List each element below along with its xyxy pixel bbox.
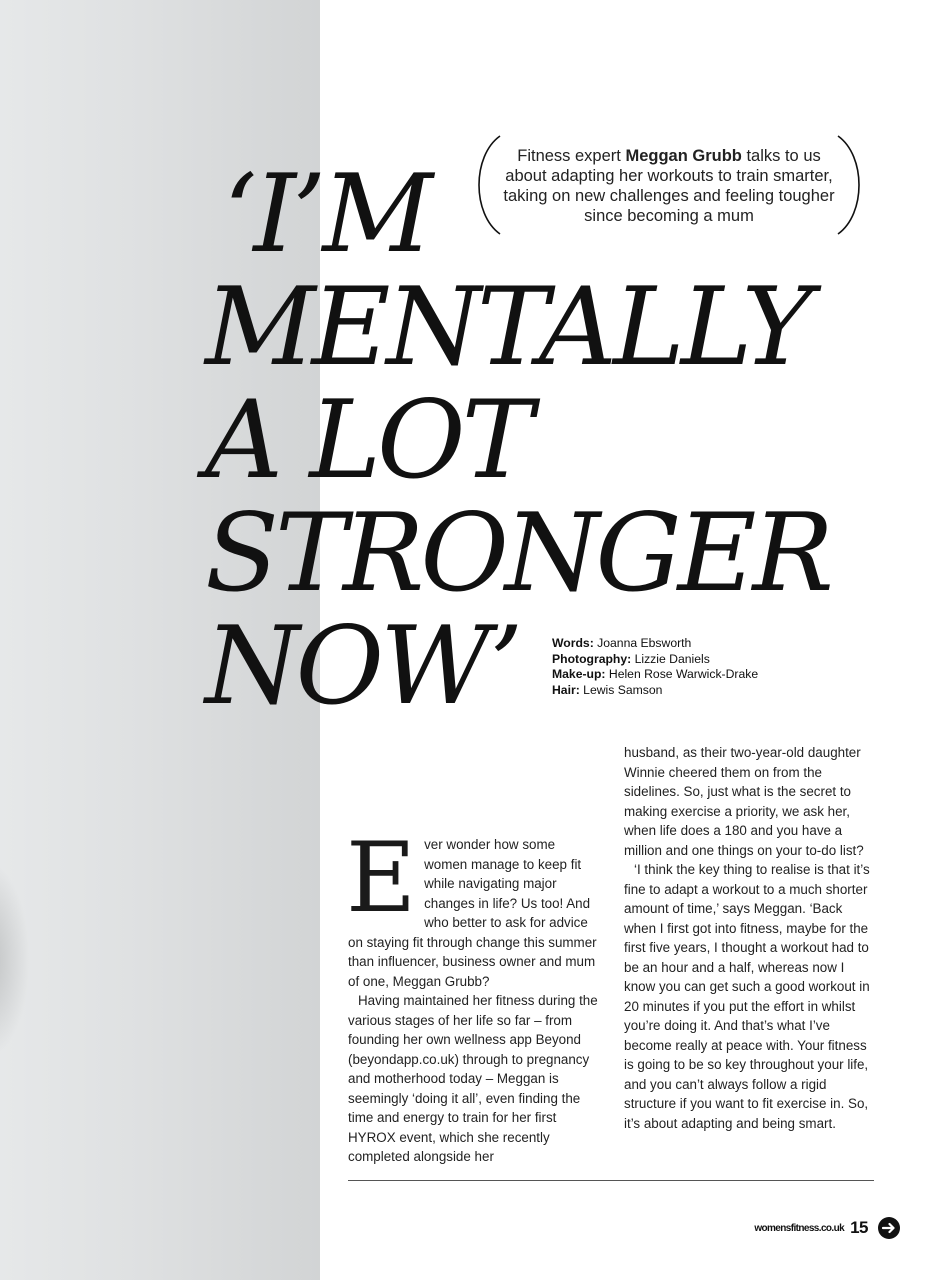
page-footer [754,1215,900,1241]
headline-line-5: NOW’ [205,604,520,729]
standfirst [470,134,868,236]
standfirst-rest: talks to us about adapting her workouts to train smarter, taking on new challenges and feeling tougher since becoming a mum [503,147,835,225]
drop-cap: E [346,822,417,934]
headline-line-2: MENTALLY [205,265,809,390]
website-url[interactable]: womensfitness.co.uk [754,1222,845,1234]
credit-hair [552,683,892,699]
article-column-left [346,822,600,1167]
credit-photography [552,652,892,668]
standfirst-text [500,146,838,226]
arrow-right-circle-icon[interactable] [878,1217,900,1239]
standfirst-name: Meggan Grubb [625,147,742,165]
credit-value: Lizzie Daniels [631,651,710,666]
paragraph-1-text: ver wonder how some women manage to keep fit while navigating major changes in life? Us too! And who better to ask for advice on staying fit through change this summer than influencer, business owner and mum of one, Meggan Grubb? [348,837,597,989]
credit-label: Make-up: [552,667,606,681]
credits [552,636,892,698]
paragraph-4: ‘I think the key thing to realise is that it’s fine to adapt a workout to a much shorter amount of time,’ says Meggan. ‘Back when I first got into fitness, maybe for the first five years, I thought a workout had to be an hour and a half, whereas now I know you can get such a good workout in 20 minutes if you put the effort in whilst you’re doing it. And that’s what I’ve become really at peace with. Your fitness is going to be so key throughout your life, and you can’t always follow a rigid structure if you want to fit exercise in. So, it’s about adapting and being smart. [624,862,870,1131]
credit-words [552,636,892,652]
credit-label: Hair: [552,682,580,697]
standfirst-intro: Fitness expert [517,147,626,165]
page-number: 15 [850,1218,868,1237]
credit-label: Photography: [552,651,632,666]
credit-value: Joanna Ebsworth [593,636,692,650]
headline-line-3: A LOT [205,378,530,503]
credit-makeup [552,667,892,683]
credit-value: Helen Rose Warwick-Drake [605,667,759,681]
paragraph-2: Having maintained her fitness during the various stages of her life so far – from founding her own wellness app Beyond (beyondapp.co.uk) through to pregnancy and motherhood today – Meggan is seemingly ‘doing it all’, even finding the time and energy to train for her first HYROX event, which she recently completed alongside her [348,993,598,1164]
paragraph-1 [346,822,600,991]
paragraph-3: husband, as their two-year-old daughter Winnie cheered them on from the sidelines. So, just what is the secret to making exercise a priority, we ask her, when life does a 180 and you have a million and one things on your to-do list? [624,745,864,858]
divider [348,1180,874,1181]
credit-label: Words: [552,636,594,650]
headline-line-4: STRONGER [205,491,830,616]
photo-shadow [0,860,30,1060]
credit-value: Lewis Samson [579,682,663,697]
headline-line-1: ‘I’M [223,152,429,277]
article-column-right [624,743,876,1133]
